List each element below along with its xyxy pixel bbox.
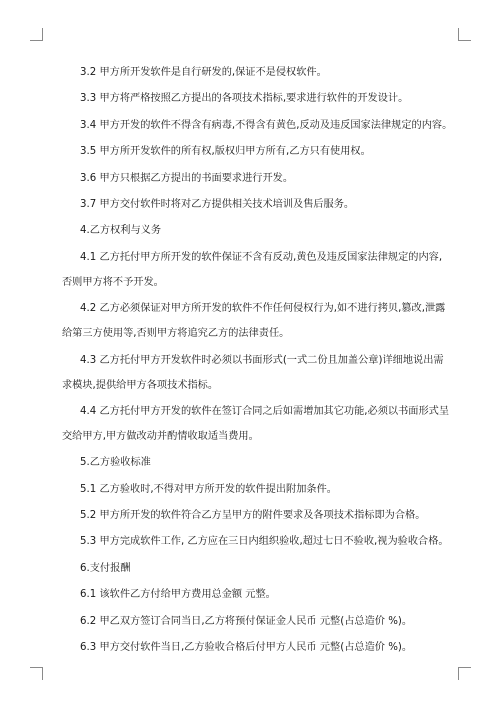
section-5-heading: 5.乙方验收标准	[80, 457, 151, 469]
clause-3-5: 3.5 甲方所开发软件的所有权,版权归甲方所有,乙方只有使用权。	[80, 146, 371, 158]
clause-4-3: 4.3 乙方托付甲方开发软件时必须以书面形式(一式二份且加盖公章)详细地说出需求模块,提供给甲方各项技术指标。	[62, 354, 444, 391]
document-body	[62, 66, 453, 667]
clause-4-2: 4.2 乙方必须保证对甲方所开发的软件不作任何侵权行为,如不进行拷贝,篡改,泄露给第三方使用等,否则甲方将追究乙方的法律责任。	[62, 303, 446, 340]
clause-3-2: 3.2 甲方所开发软件是自行研发的,保证不是侵权软件。	[80, 67, 327, 78]
crop-mark-top-right	[458, 28, 471, 41]
crop-mark-bottom-left	[30, 667, 43, 680]
clause-3-3: 3.3 甲方将严格按照乙方提出的各项技术指标,要求进行软件的开发设计。	[80, 93, 409, 105]
clause-4-1: 4.1 乙方托付甲方所开发的软件保证不含有反动,黄色及违反国家法律规定的内容,否则甲方将不予开发。	[62, 251, 443, 288]
clause-5-2: 5.2 甲方所开发的软件符合乙方呈甲方的附件要求及各项技术指标即为合格。	[80, 510, 426, 522]
clause-3-4: 3.4 甲方开发的软件不得含有病毒,不得含有黄色,反动及违反国家法律规定的内容。	[80, 119, 453, 131]
crop-mark-bottom-right	[458, 667, 471, 680]
clause-3-6: 3.6 甲方只根据乙方提出的书面要求进行开发。	[80, 172, 294, 184]
crop-mark-top-left	[30, 28, 43, 41]
section-4-heading: 4.乙方权利与义务	[80, 225, 162, 237]
clause-5-3: 5.3 甲方完成软件工作, 乙方应在三日内组织验收,超过七日不验收,视为验收合格。	[80, 536, 449, 548]
clause-6-2: 6.2 甲乙双方签订合同当日,乙方将预付保证金人民币 元整(占总造价 %)。	[80, 615, 413, 627]
clause-3-7: 3.7 甲方交付软件时将对乙方提供相关技术培训及售后服务。	[80, 198, 355, 210]
clause-4-4: 4.4 乙方托付甲方开发的软件在签订合同之后如需增加其它功能,必须以书面形式呈交给甲方,甲方做改动并酌情收取适当费用。	[62, 405, 450, 442]
clause-6-1: 6.1 该软件乙方付给甲方费用总金额 元整。	[80, 589, 276, 601]
clause-5-1: 5.1 乙方验收时,不得对甲方所开发的软件提出附加条件。	[80, 483, 337, 495]
section-6-heading: 6.支付报酬	[80, 562, 131, 574]
clause-6-3: 6.3 甲方交付软件当日,乙方验收合格后付甲方人民币 元整(占总造价 %)。	[80, 642, 413, 654]
